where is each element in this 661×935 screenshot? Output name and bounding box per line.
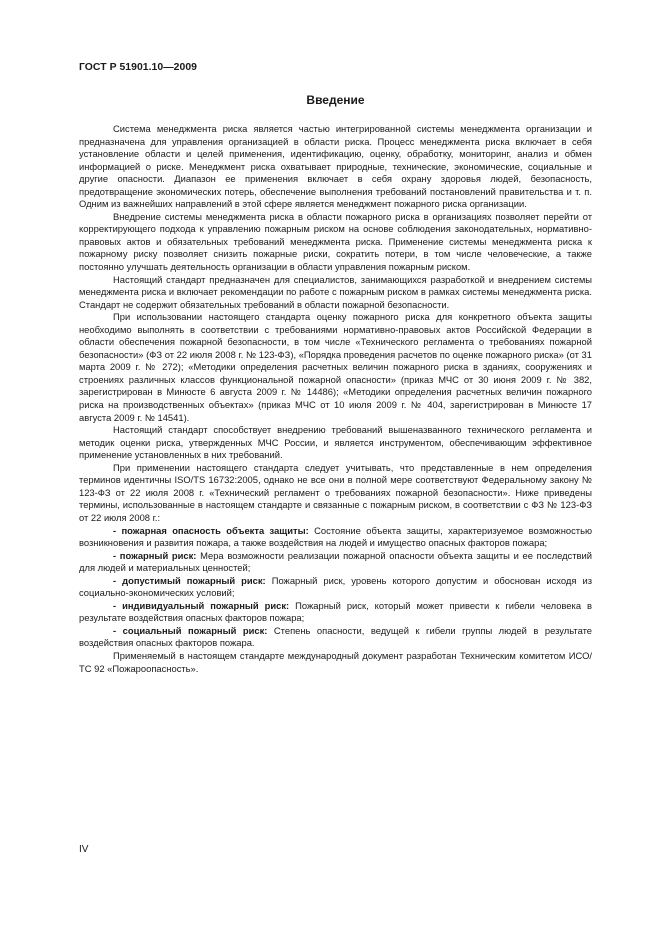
page-number: IV (79, 844, 89, 855)
closing-paragraph: Применяемый в настоящем стандарте международный документ разработан Техническим комитетом ИСО/ТС 92 «Пожароопасность». (79, 649, 592, 674)
definition-term: - социальный пожарный риск: (113, 624, 268, 636)
standard-header: ГОСТ Р 51901.10—2009 (79, 62, 197, 73)
definition-item (79, 575, 592, 600)
definition-item (79, 625, 592, 650)
paragraph: При применении настоящего стандарта следует учитывать, что представленные в нем определения терминов идентичны ISO/TS 16732:2005, однако не все они в полной мере соответствуют Федеральному закону № 123-ФЗ от 22 июля 2008 г. «Технический регламент о требованиях пожарной безопасности». Ниже приведены термины, использованные в настоящем стандарте и связанные с пожарным риском, в соответствии с ФЗ № 123-ФЗ от 22 июля 2008 г.: (79, 461, 592, 523)
definition-term: - пожарный риск: (113, 549, 197, 561)
definition-text: Степень опасности, ведущей к гибели группы людей в результате воздействия опасных факторов пожара. (79, 624, 592, 649)
paragraph: Система менеджмента риска является частью интегрированной системы менеджмента организации и предназначена для управления организацией в области риска. Процесс менеджмента риска включает в себя установление области и целей применения, идентификацию, оценку, обработку, мониторинг, анализ и обмен информацией о риске. Менеджмент риска охватывает природные, технические, экономические, социальные и другие опасности. Диапазон ее применения включает в себя охрану здоровья людей, безопасность, предотвращение экономических потерь, обеспечение выполнения требований постановлений правительства и т. п. Одним из важнейших направлений в этой сфере является менеджмент пожарного риска организации. (79, 123, 592, 210)
definition-text: Состояние объекта защиты, характеризуемое возможностью возникновения и развития пожара, а также воздействия на людей и имущество опасных факторов пожара; (79, 524, 592, 549)
definition-term: - индивидуальный пожарный риск: (113, 599, 290, 611)
paragraph: Настоящий стандарт предназначен для специалистов, занимающихся разработкой и внедрением системы менеджмента риска и включает рекомендации по работе с пожарным риском в рамках системы менеджмента риска. Стандарт не содержит обязательных требований в области пожарной безопасности. (79, 273, 592, 310)
paragraph: Внедрение системы менеджмента риска в области пожарного риска в организациях позволяет перейти от корректирующего подхода к управлению пожарным риском на основе соблюдения законодательных, нормативно-правовых актов и обязательных требований менеджмента риска. Применение системы менеджмента риска к пожарному риску позволяет снизить пожарные риски, сократить потери, в том числе человеческие, а также постоянно улучшать деятельность организации в области управления пожарным риском. (79, 210, 592, 273)
section-title: Введение (306, 93, 365, 107)
definition-text: Мера возможности реализации пожарной опасности объекта защиты и ее последствий для людей и материальных ценностей; (79, 549, 592, 574)
definition-item (79, 525, 592, 550)
definition-text: Пожарный риск, который может привести к гибели человека в результате воздействия опасных факторов пожара; (79, 599, 592, 624)
paragraph: При использовании настоящего стандарта оценку пожарного риска для конкретного объекта защиты необходимо выполнять в соответствии с требованиями нормативно-правовых актов Российской Федерации в области обеспечения пожарной безопасности, в том числе «Технического регламента о требованиях пожарной безопасности» (ФЗ от 22 июля 2008 г. № 123-ФЗ), «Порядка проведения расчетов по оценке пожарного риска» (от 31 марта 2009 г. № 272); «Методики определения расчетных величин пожарного риска в зданиях, сооружениях и строениях различных классов функциональной пожарной опасности» (приказ МЧС от 30 июня 2009 г. № 382, зарегистрирован в Минюсте 6 августа 2009 г. № 14486); «Методики определения расчетных величин пожарного риска на производственных объектах» (приказ МЧС от 10 июля 2009 г. № 404, зарегистрирован в Минюсте 17 августа 2009 г. № 14541). (79, 311, 592, 423)
definition-term: - пожарная опасность объекта защиты: (113, 524, 309, 536)
definition-text: Пожарный риск, уровень которого допустим и обоснован исходя из социально-экономических условий; (79, 574, 592, 599)
definition-item (79, 600, 592, 625)
definition-item (79, 550, 592, 575)
document-body (79, 123, 592, 675)
paragraph: Настоящий стандарт способствует внедрению требований вышеназванного технического регламента и методик оценки риска, утвержденных МЧС России, и является инструментом, обеспечивающим эффективное применение установленных в них требований. (79, 424, 592, 461)
definition-term: - допустимый пожарный риск: (113, 574, 266, 586)
